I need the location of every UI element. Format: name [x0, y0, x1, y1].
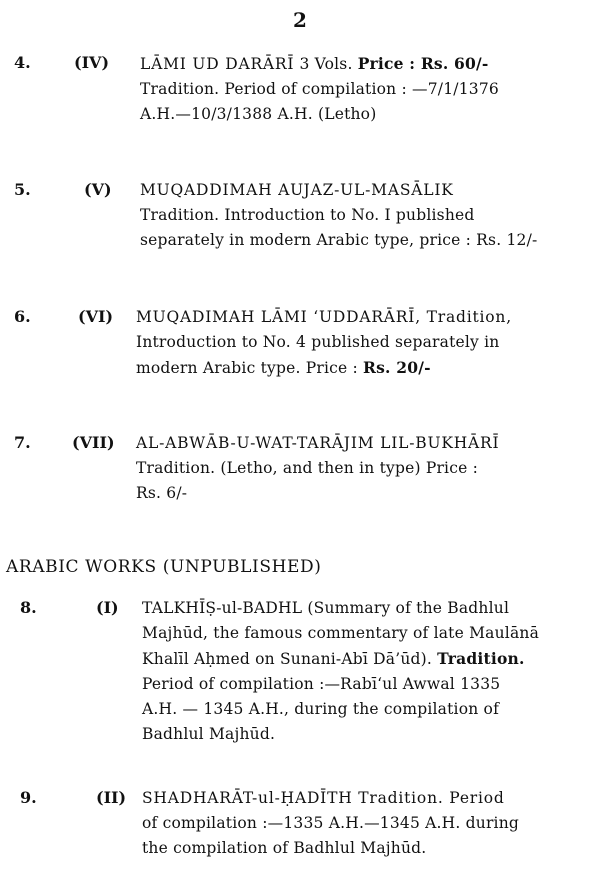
entry-roman-numeral: (V) [84, 180, 112, 199]
entry-title: SHADHARĀT-ul-ḤADĪTH Tradition. Period [142, 789, 505, 807]
entry-number: 8. [20, 598, 37, 617]
entry-line: Tradition. Introduction to No. I published [140, 206, 475, 224]
entry-line [140, 51, 499, 77]
entry-roman-numeral: (IV) [74, 53, 110, 72]
entry-title-line: TALKHĪṢ-ul-BADHL (Summary of the Badhlul [142, 599, 510, 617]
entry-number: 9. [20, 788, 37, 807]
entry-price: Rs. 20/- [363, 358, 431, 377]
entry-line: Tradition. (Letho, and then in type) Price : [136, 459, 479, 477]
entry-text [142, 786, 519, 861]
entry-title: MUQADIMAH LĀMI ‘UDDARĀRĪ, Tradition, [136, 308, 512, 326]
entry-text [140, 51, 499, 127]
entry-roman-numeral: (VI) [78, 307, 114, 326]
entry-line: Rs. 6/- [136, 484, 188, 502]
entry-line: Period of compilation :—Rabī‘ul Awwal 1335 [142, 675, 501, 693]
entry-line: Badhlul Majhūd. [142, 725, 276, 743]
entry-line: the compilation of Badhlul Majhūd. [142, 839, 427, 857]
entry-line [136, 355, 512, 381]
entry-text [140, 178, 537, 253]
entry-line-text: modern Arabic type. Price : [136, 359, 364, 377]
entry-line: Tradition. Period of compilation : —7/1/1376 [140, 80, 499, 98]
entry-line [142, 646, 539, 672]
entry-line: A.H.—10/3/1388 A.H. (Letho) [140, 105, 377, 123]
page-number: 2 [293, 8, 307, 32]
entry-line-text: Khalīl Aḥmed on Sunani-Abī Dā’ūd). [142, 650, 438, 668]
entry-line: Majhūd, the famous commentary of late Maulānā [142, 624, 540, 642]
entry-number: 4. [14, 53, 31, 72]
entry-text [136, 305, 512, 381]
entry-roman-numeral: (II) [96, 788, 127, 807]
entry-line: Introduction to No. 4 published separately in [136, 333, 500, 351]
section-heading: ARABIC WORKS (UNPUBLISHED) [6, 557, 322, 577]
entry-number: 5. [14, 180, 31, 199]
entry-roman-numeral: (I) [96, 598, 119, 617]
entry-number: 6. [14, 307, 31, 326]
entry-line: separately in modern Arabic type, price : Rs. 12/- [140, 231, 538, 249]
entry-volumes: 3 Vols. [294, 55, 358, 73]
entry-line: A.H. — 1345 A.H., during the compilation of [142, 700, 500, 718]
entry-category: Tradition. [437, 649, 525, 668]
entry-line: of compilation :—1335 A.H.—1345 A.H. during [142, 814, 520, 832]
entry-title: MUQADDIMAH AUJAZ-UL-MASĀLIK [140, 181, 454, 199]
entry-price: Price : Rs. 60/- [357, 54, 489, 73]
entry-title: AL-ABWĀB-U-WAT-TARĀJIM LIL-BUKHĀRĪ [136, 434, 500, 452]
entry-roman-numeral: (VII) [72, 433, 115, 452]
entry-number: 7. [14, 433, 31, 452]
entry-text [142, 596, 539, 747]
entry-title: LĀMI UD DARĀRĪ [140, 55, 295, 73]
entry-text [136, 431, 499, 506]
